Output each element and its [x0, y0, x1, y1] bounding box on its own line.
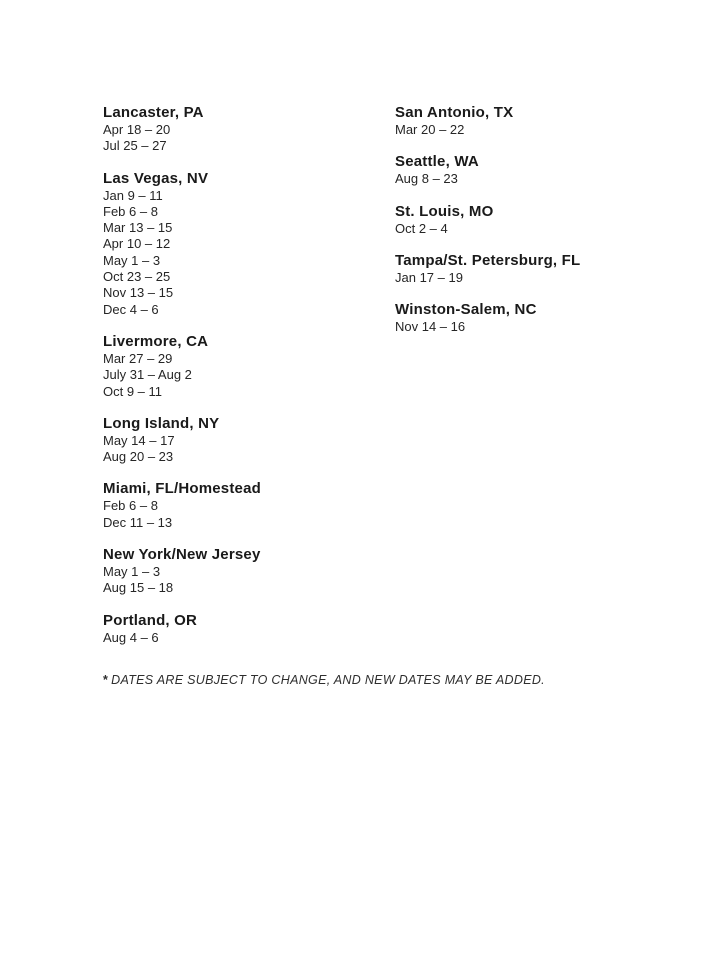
date-range: Aug 15 – 18: [103, 580, 174, 596]
city-section: [103, 546, 395, 597]
footnote: [103, 673, 720, 688]
city-heading: San Antonio, TX: [395, 104, 514, 121]
city-section: [395, 203, 695, 237]
city-heading: Livermore, CA: [103, 332, 209, 350]
city-heading: Las Vegas, NV: [103, 169, 209, 187]
date-range: Aug 8 – 23: [395, 171, 458, 187]
city-section: [103, 104, 395, 155]
date-range: July 31 – Aug 2: [103, 367, 192, 383]
date-range: Jan 9 – 11: [103, 187, 163, 203]
date-range: Apr 18 – 20: [103, 122, 171, 137]
date-range: Mar 20 – 22: [395, 122, 465, 137]
date-range: Nov 13 – 15: [103, 285, 174, 301]
date-range: Aug 4 – 6: [103, 629, 159, 645]
city-heading: Portland, OR: [103, 611, 198, 629]
city-section: [395, 153, 695, 187]
city-heading: Winston-Salem, NC: [395, 301, 537, 319]
schedule-column-left: [103, 104, 395, 661]
city-section: [103, 333, 395, 400]
city-heading: Seattle, WA: [395, 153, 479, 171]
date-range: Oct 9 – 11: [103, 383, 163, 399]
date-range: Jul 25 – 27: [103, 138, 167, 154]
city-heading: Tampa/St. Petersburg, FL: [395, 251, 581, 269]
date-range: Nov 14 – 16: [395, 319, 466, 335]
city-heading: New York/New Jersey: [103, 546, 261, 564]
footnote-asterisk: *: [103, 672, 109, 687]
date-range: Dec 4 – 6: [103, 301, 159, 317]
city-heading: Lancaster, PA: [103, 104, 204, 121]
date-range: Dec 11 – 13: [103, 514, 173, 530]
city-section: [395, 301, 695, 335]
city-section: [103, 612, 395, 646]
city-section: [395, 104, 695, 138]
city-section: [103, 415, 395, 466]
date-range: Mar 13 – 15: [103, 220, 173, 236]
date-range: Aug 20 – 23: [103, 449, 174, 465]
date-range: May 1 – 3: [103, 564, 161, 580]
schedule-column-right: [395, 104, 695, 661]
date-range: Jan 17 – 19: [395, 269, 463, 285]
date-range: Mar 27 – 29: [103, 350, 173, 366]
date-range: Oct 2 – 4: [395, 220, 448, 236]
footnote-text: DATES ARE SUBJECT TO CHANGE, AND NEW DATES MAY BE ADDED.: [111, 672, 545, 687]
date-range: Oct 23 – 25: [103, 269, 171, 285]
city-section: [103, 480, 395, 531]
city-section: [103, 170, 395, 318]
date-range: Feb 6 – 8: [103, 498, 158, 514]
date-range: May 14 – 17: [103, 432, 175, 448]
city-heading: Long Island, NY: [103, 414, 220, 432]
city-heading: St. Louis, MO: [395, 202, 494, 220]
date-range: Apr 10 – 12: [103, 236, 171, 252]
city-section: [395, 252, 695, 286]
date-range: Feb 6 – 8: [103, 203, 158, 219]
city-heading: Miami, FL/Homestead: [103, 480, 261, 498]
date-range: May 1 – 3: [103, 252, 161, 268]
